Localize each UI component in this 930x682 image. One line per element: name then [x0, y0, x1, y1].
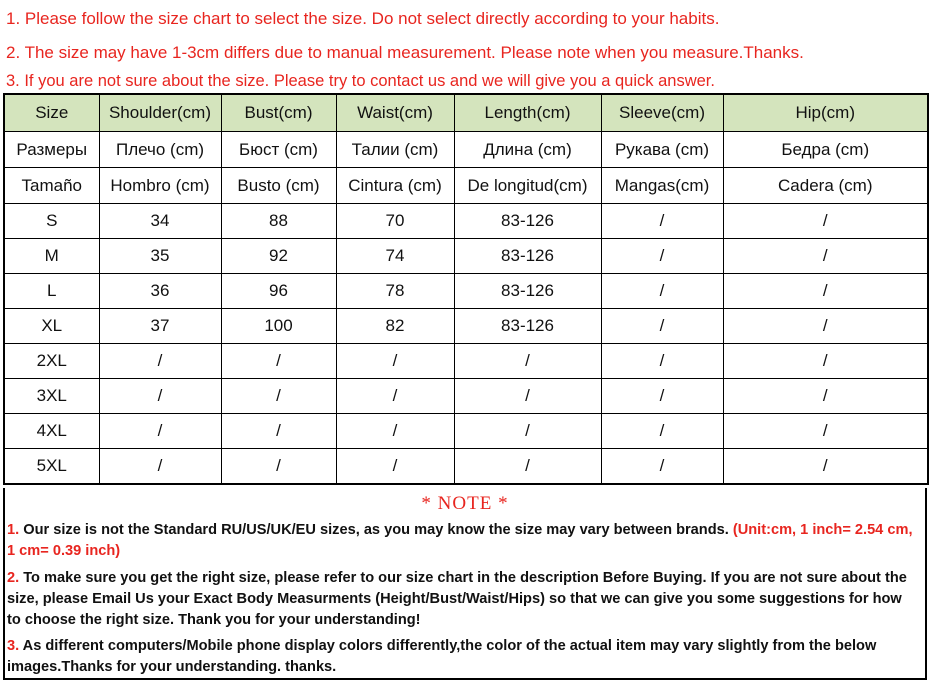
- table-cell: XL: [4, 309, 99, 344]
- table-cell: 96: [221, 274, 336, 309]
- table-row: [4, 344, 928, 379]
- table-cell: Busto (cm): [221, 168, 336, 204]
- table-row: [4, 414, 928, 449]
- table-cell: Размеры: [4, 132, 99, 168]
- table-cell: 83-126: [454, 239, 601, 274]
- table-cell: 74: [336, 239, 454, 274]
- header-sleeve: Sleeve(cm): [601, 94, 723, 132]
- table-cell: /: [221, 449, 336, 485]
- table-cell: /: [723, 414, 928, 449]
- table-cell: 82: [336, 309, 454, 344]
- table-cell: 5XL: [4, 449, 99, 485]
- table-cell: Длина (cm): [454, 132, 601, 168]
- table-cell: Плечо (cm): [99, 132, 221, 168]
- header-bust: Bust(cm): [221, 94, 336, 132]
- table-cell: /: [454, 379, 601, 414]
- table-row: [4, 204, 928, 239]
- table-cell: S: [4, 204, 99, 239]
- table-cell: /: [601, 379, 723, 414]
- table-cell: /: [336, 449, 454, 485]
- table-cell: /: [723, 274, 928, 309]
- header-length: Length(cm): [454, 94, 601, 132]
- table-cell: /: [99, 449, 221, 485]
- note-item-2: [7, 568, 919, 631]
- table-cell: /: [99, 344, 221, 379]
- table-cell: /: [336, 379, 454, 414]
- table-cell: /: [221, 344, 336, 379]
- table-cell: 100: [221, 309, 336, 344]
- note-text: Our size is not the Standard RU/US/UK/EU sizes, as you may know the size may vary between brands.: [19, 522, 733, 538]
- note-text: To make sure you get the right size, please refer to our size chart in the description Before Buying. If you are not sure about the size, please Email Us your Exact Body Measurments (Height/Bust/Waist/Hips) so that we can give you some suggestions for how to choose the right size. Thank you for your understanding!: [7, 570, 907, 628]
- table-cell: 37: [99, 309, 221, 344]
- header-row: [4, 94, 928, 132]
- table-cell: 70: [336, 204, 454, 239]
- note-number: 2.: [7, 570, 20, 586]
- table-cell: 35: [99, 239, 221, 274]
- note-number: 3.: [7, 638, 20, 654]
- table-cell: /: [336, 414, 454, 449]
- table-cell: /: [99, 379, 221, 414]
- table-cell: /: [723, 204, 928, 239]
- table-row: [4, 449, 928, 485]
- table-cell: 83-126: [454, 309, 601, 344]
- header-shoulder: Shoulder(cm): [99, 94, 221, 132]
- table-cell: Cadera (cm): [723, 168, 928, 204]
- table-cell: 88: [221, 204, 336, 239]
- note-number: 1.: [7, 522, 20, 538]
- header-size: Size: [4, 94, 99, 132]
- table-cell: /: [601, 449, 723, 485]
- table-cell: /: [601, 274, 723, 309]
- russian-label-row: [4, 132, 928, 168]
- note-section: [3, 488, 927, 680]
- spanish-label-row: [4, 168, 928, 204]
- table-cell: Бедра (cm): [723, 132, 928, 168]
- header-waist: Waist(cm): [336, 94, 454, 132]
- table-cell: 36: [99, 274, 221, 309]
- table-cell: Бюст (cm): [221, 132, 336, 168]
- table-cell: 83-126: [454, 204, 601, 239]
- table-cell: Талии (cm): [336, 132, 454, 168]
- table-cell: /: [336, 344, 454, 379]
- table-cell: /: [723, 239, 928, 274]
- table-cell: 3XL: [4, 379, 99, 414]
- table-cell: M: [4, 239, 99, 274]
- note-unit-conversion: (Unit:cm, 1 inch= 2.54 cm, 1 cm= 0.39 inch): [7, 522, 913, 559]
- table-cell: 34: [99, 204, 221, 239]
- top-note-3: 3. If you are not sure about the size. Please try to contact us and we will give you a quick answer.: [6, 72, 715, 90]
- note-item-3: [7, 636, 919, 678]
- table-row: [4, 309, 928, 344]
- table-cell: /: [723, 379, 928, 414]
- top-note-2: 2. The size may have 1-3cm differs due to manual measurement. Please note when you measure.Thanks.: [6, 43, 804, 62]
- table-cell: /: [723, 309, 928, 344]
- table-cell: /: [454, 414, 601, 449]
- header-hip: Hip(cm): [723, 94, 928, 132]
- table-cell: /: [454, 344, 601, 379]
- note-text: As different computers/Mobile phone display colors differently,the color of the actual item may vary slightly from the below images.Thanks for your understanding. thanks.: [7, 638, 877, 675]
- size-chart-table: [3, 93, 929, 485]
- note-item-1: [7, 520, 919, 562]
- table-cell: /: [221, 379, 336, 414]
- table-cell: /: [221, 414, 336, 449]
- note-title: * NOTE *: [421, 493, 509, 514]
- table-cell: 83-126: [454, 274, 601, 309]
- table-cell: 4XL: [4, 414, 99, 449]
- table-cell: /: [601, 414, 723, 449]
- table-cell: 78: [336, 274, 454, 309]
- table-row: [4, 379, 928, 414]
- table-row: [4, 239, 928, 274]
- table-cell: Hombro (cm): [99, 168, 221, 204]
- table-cell: /: [99, 414, 221, 449]
- table-cell: Tamaño: [4, 168, 99, 204]
- size-rows: [4, 204, 928, 485]
- table-cell: Mangas(cm): [601, 168, 723, 204]
- table-cell: /: [601, 204, 723, 239]
- table-cell: Рукава (cm): [601, 132, 723, 168]
- table-cell: 92: [221, 239, 336, 274]
- table-cell: /: [601, 309, 723, 344]
- table-cell: /: [723, 449, 928, 485]
- table-cell: L: [4, 274, 99, 309]
- table-row: [4, 274, 928, 309]
- table-cell: 2XL: [4, 344, 99, 379]
- table-cell: Cintura (cm): [336, 168, 454, 204]
- table-cell: De longitud(cm): [454, 168, 601, 204]
- table-cell: /: [601, 344, 723, 379]
- table-cell: /: [601, 239, 723, 274]
- table-cell: /: [454, 449, 601, 485]
- table-cell: /: [723, 344, 928, 379]
- top-note-1: 1. Please follow the size chart to select the size. Do not select directly according to your habits.: [6, 9, 720, 28]
